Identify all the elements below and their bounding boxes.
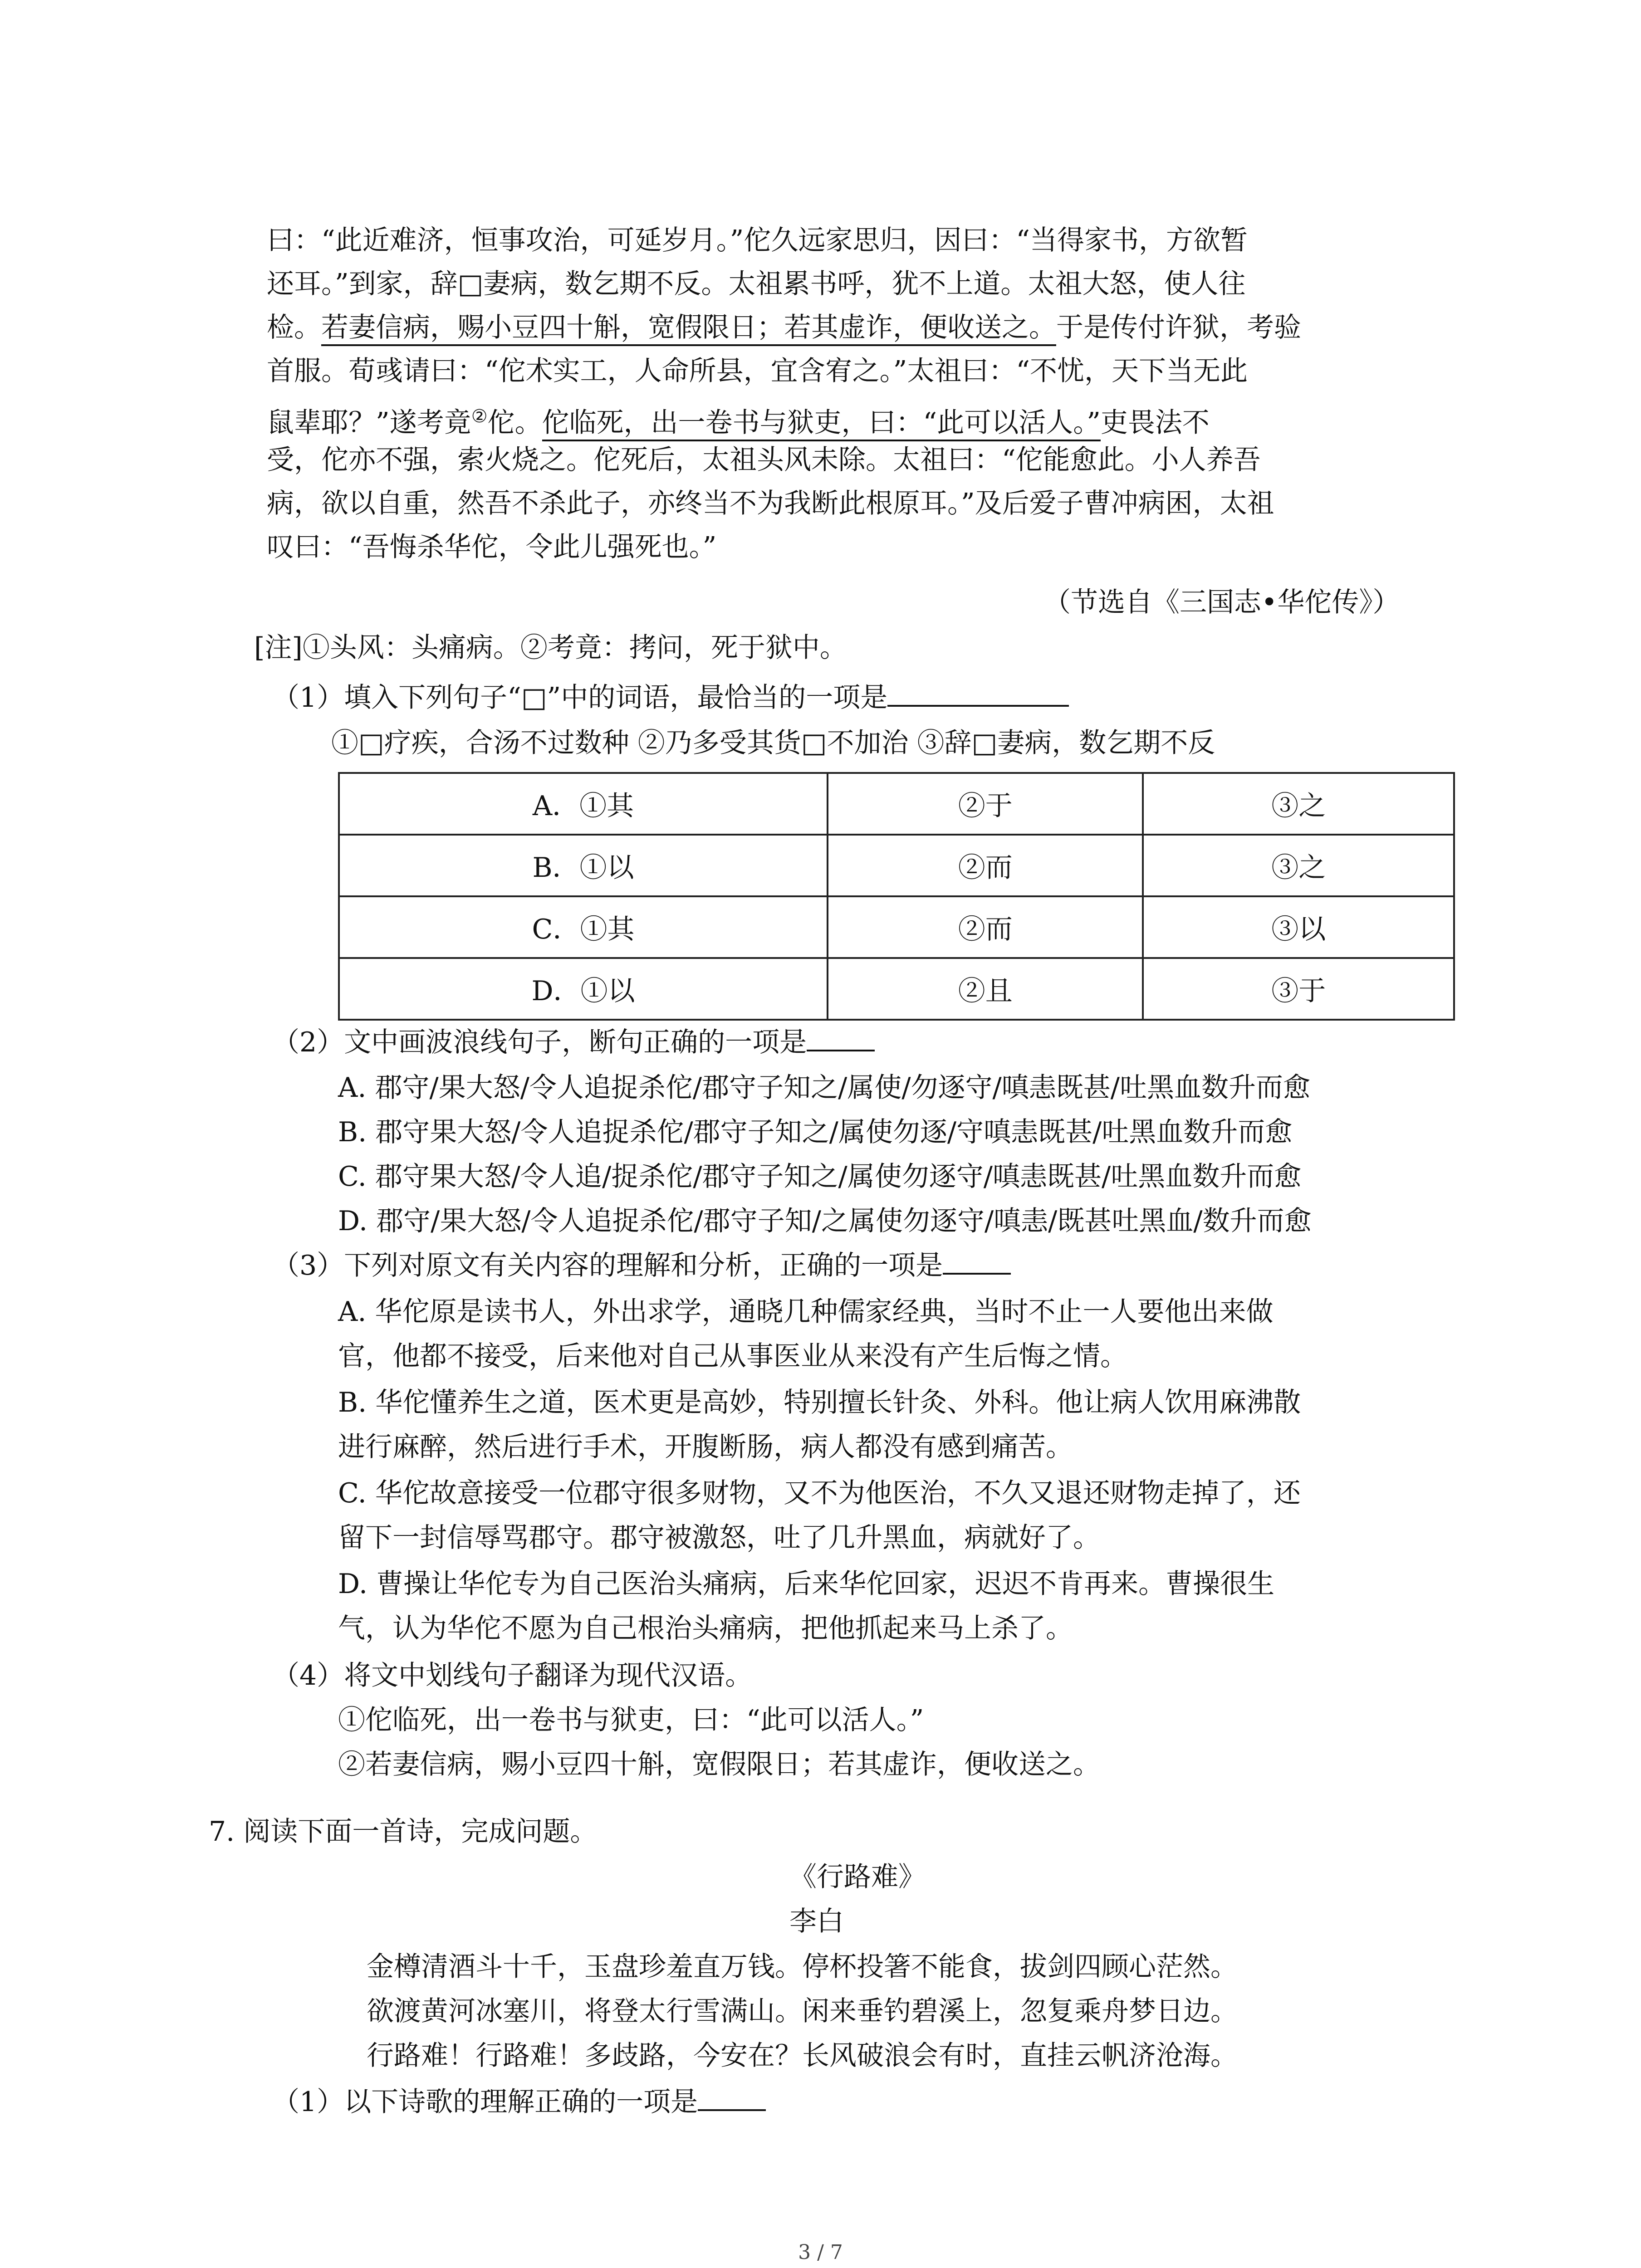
q3-option-d-line1: D. 曹操让华佗专为自己医治头痛病，后来华佗回家，迟迟不肯再来。曹操很生 [338,1568,1275,1600]
q3-stem [272,1244,1011,1287]
passage-text: 鼠辈耶？”遂考竟 [267,407,471,439]
passage-text: 吏畏法不 [1100,407,1210,439]
passage-line-5 [267,395,1210,445]
passage-line-6: 受，佗亦不强，索火烧之。佗死后，太祖头风未除。太祖曰：“佗能愈此。小人养吾 [267,444,1261,476]
q2-option-b: B. 郡守果大怒/令人追捉杀佗/郡守子知之/属使勿逐/守嗔恚既甚/吐黑血数升而愈 [338,1116,1293,1148]
table-cell: A．①其 [339,773,828,835]
table-row [339,958,1454,1020]
q2-stem [272,1021,875,1064]
answer-blank [887,678,1069,707]
passage-line-3 [267,306,1301,349]
q3-option-c-line2: 留下一封信辱骂郡守。郡守被激怒，吐了几升黑血，病就好了。 [338,1522,1100,1554]
q2-option-d: D. 郡守/果大怒/令人追捉杀佗/郡守子知/之属使勿逐守/嗔恚/既甚吐黑血/数升而愈 [338,1205,1312,1237]
poem-line-3: 行路难！行路难！多歧路，今安在？长风破浪会有时，直挂云帆济沧海。 [367,2040,1238,2072]
q1-stem-text: （1）填入下列句子“□”中的词语，最恰当的一项是 [272,682,888,714]
poem-line-2: 欲渡黄河冰塞川，将登太行雪满山。闲来垂钓碧溪上，忽复乘舟梦日边。 [367,1995,1238,2027]
table-cell: ③之 [1143,835,1454,896]
q2-stem-text: （2）文中画波浪线句子，断句正确的一项是 [272,1026,807,1058]
page-number: 3 / 7 [798,2241,843,2264]
passage-text: 于是传付许狱，考验 [1056,312,1301,343]
passage-text: 佗。 [487,407,542,439]
underlined-sentence-1: 佗临死，出一卷书与狱吏，曰：“此可以活人。” [542,407,1101,441]
table-cell: ③以 [1143,896,1454,958]
table-cell: C．①其 [339,896,828,958]
table-cell: ③于 [1143,958,1454,1020]
table-cell: B．①以 [339,835,828,896]
underlined-sentence-2: 若妻信病，赐小豆四十斛，宽假限日；若其虚诈，便收送之。 [321,312,1056,346]
q7-sub1-text: （1）以下诗歌的理解正确的一项是 [272,2086,698,2118]
q1-options-table [338,772,1455,1021]
q1-stem [272,676,1069,719]
q3-stem-text: （3）下列对原文有关内容的理解和分析，正确的一项是 [272,1250,943,1281]
passage-line-2: 还耳。”到家，辞□妻病，数乞期不反。太祖累书呼，犹不上道。太祖大怒，使人往 [267,268,1246,300]
q3-option-b-line1: B. 华佗懂养生之道，医术更是高妙，特别擅长针灸、外科。他让病人饮用麻沸散 [338,1387,1301,1418]
passage-note: [注]①头风：头痛病。②考竟：拷问，死于狱中。 [254,632,847,664]
passage-line-7: 病，欲以自重，然吾不杀此子，亦终当不为我断此根原耳。”及后爱子曹冲病困，太祖 [267,488,1274,519]
passage-line-8: 叹曰：“吾悔杀华佗，令此儿强死也。” [267,531,717,563]
table-cell: ③之 [1143,773,1454,835]
table-cell: ②且 [828,958,1143,1020]
q3-option-b-line2: 进行麻醉，然后进行手术，开腹断肠，病人都没有感到痛苦。 [338,1431,1073,1463]
q2-option-a: A. 郡守/果大怒/令人追捉杀佗/郡守子知之/属使/勿逐守/嗔恚既甚/吐黑血数升而愈 [338,1072,1310,1104]
q3-option-c-line1: C. 华佗故意接受一位郡守很多财物，又不为他医治，不久又退还财物走掉了，还 [338,1477,1301,1509]
answer-blank [698,2082,766,2111]
poem-line-1: 金樽清酒斗十千，玉盘珍羞直万钱。停杯投箸不能食，拔剑四顾心茫然。 [367,1951,1238,1983]
table-row [339,835,1454,896]
passage-line-4: 首服。荀彧请曰：“佗术实工，人命所县，宜含宥之。”太祖曰：“不忧，天下当无此 [267,355,1248,387]
passage-line-1: 曰：“此近难济，恒事攻治，可延岁月。”佗久远家思归，因曰：“当得家书，方欲暂 [267,225,1248,256]
answer-blank [807,1022,875,1051]
table-cell: ②于 [828,773,1143,835]
q4-sentence-2: ②若妻信病，赐小豆四十斛，宽假限日；若其虚诈，便收送之。 [338,1749,1100,1780]
passage-source: （节选自《三国志•华佗传》） [1043,587,1400,618]
q1-sentences: ①□疗疾，合汤不过数种 ②乃多受其货□不加治 ③辞□妻病，数乞期不反 [331,727,1215,759]
table-row [339,896,1454,958]
poem-author: 李白 [789,1906,844,1937]
poem-title: 《行路难》 [789,1861,926,1893]
table-cell: D．①以 [339,958,828,1020]
table-cell: ②而 [828,896,1143,958]
q3-option-a-line1: A. 华佗原是读书人，外出求学，通晓几种儒家经典，当时不止一人要他出来做 [338,1296,1274,1328]
q4-stem: （4）将文中划线句子翻译为现代汉语。 [272,1660,753,1691]
table-cell: ②而 [828,835,1143,896]
footnote-marker: ② [471,406,488,427]
q3-option-d-line2: 气，认为华佗不愿为自己根治头痛病，把他抓起来马上杀了。 [338,1613,1073,1644]
answer-blank [943,1246,1011,1275]
passage-text: 检。 [267,312,321,343]
q4-sentence-1: ①佗临死，出一卷书与狱吏，曰：“此可以活人。” [338,1704,924,1736]
q7-intro: 7. 阅读下面一首诗，完成问题。 [209,1816,598,1848]
q7-sub1 [272,2080,766,2124]
q2-option-c: C. 郡守果大怒/令人追/捉杀佗/郡守子知之/属使勿逐守/嗔恚既甚/吐黑血数升而愈 [338,1161,1302,1193]
table-row [339,773,1454,835]
q3-option-a-line2: 官，他都不接受，后来他对自己从事医业从来没有产生后悔之情。 [338,1340,1127,1372]
